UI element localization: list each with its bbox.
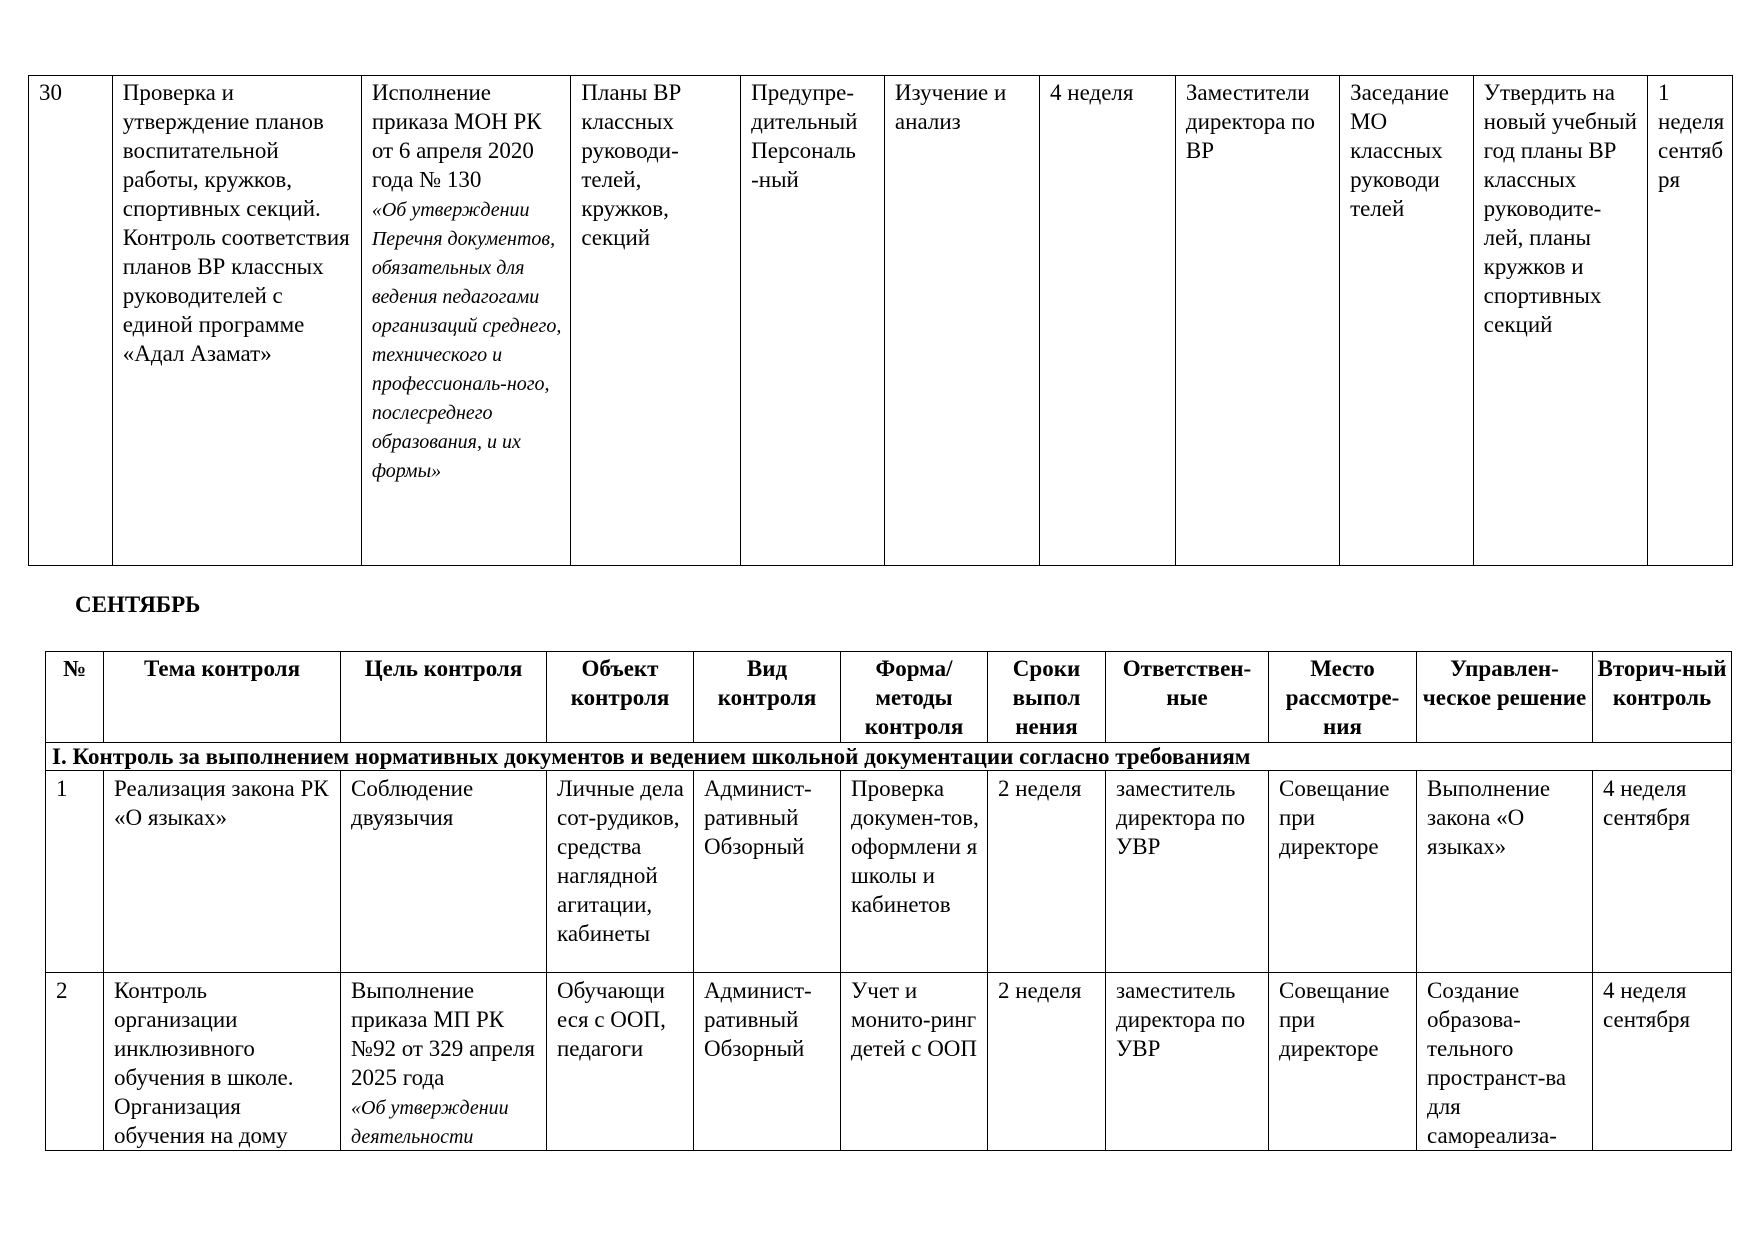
control-goal	[341, 973, 547, 1151]
header-number: №	[46, 652, 104, 743]
control-goal-text: Выполнение приказа МП РК №92 от 329 апреля 2025 года	[351, 978, 535, 1090]
control-decision: Утвердить на новый учебный год планы ВР классных руководите-лей, планы кружков и спортивных секций	[1473, 76, 1647, 566]
control-review-place: Совещание при директоре	[1269, 771, 1417, 973]
control-secondary: 4 неделя сентября	[1593, 973, 1732, 1151]
header-topic: Тема контроля	[104, 652, 341, 743]
control-review-place: Совещание при директоре	[1269, 973, 1417, 1151]
table-header-row	[46, 652, 1732, 743]
control-secondary: 1 неделя сентяб ря	[1648, 76, 1733, 566]
table-row	[29, 76, 1733, 566]
header-responsible: Ответствен-ные	[1106, 652, 1269, 743]
header-object: Объект контроля	[547, 652, 694, 743]
header-deadline: Сроки выпол нения	[988, 652, 1106, 743]
row-number: 2	[46, 973, 104, 1151]
control-goal-italic: «Об утверждении деятельности	[351, 1097, 509, 1148]
control-responsible: Заместители директора по ВР	[1175, 76, 1339, 566]
control-methods: Изучение и анализ	[884, 76, 1039, 566]
control-goal-italic: «Об утверждении Перечня документов, обязательных для ведения педагогами организаций среднего, технического и профессиональ-ного, послесреднего образования, и их формы»	[371, 199, 562, 482]
control-review-place: Заседание МО классных руководи телей	[1340, 76, 1474, 566]
control-topic: Контроль организации инклюзивного обучения в школе. Организация обучения на дому	[104, 973, 341, 1151]
control-responsible: заместитель директора по УВР	[1106, 973, 1269, 1151]
control-kind: Админист-ративный Обзорный	[694, 771, 841, 973]
control-kind: Предупре-дительный Персональ -ный	[741, 76, 885, 566]
control-goal: Соблюдение двуязычия	[341, 771, 547, 973]
control-goal-text: Исполнение приказа МОН РК от 6 апреля 2020 года № 130	[371, 80, 542, 192]
header-decision: Управлен-ческое решение	[1417, 652, 1593, 743]
header-methods: Форма/ методы контроля	[841, 652, 988, 743]
control-goal	[361, 76, 570, 566]
header-goal: Цель контроля	[341, 652, 547, 743]
control-decision: Создание образова-тельного пространст-ва для самореализа-	[1417, 973, 1593, 1151]
control-topic: Реализация закона РК «О языках»	[104, 771, 341, 973]
section-row	[46, 743, 1732, 771]
control-methods: Проверка докумен-тов, оформлени я школы и кабинетов	[841, 771, 988, 973]
header-review-place: Место рассмотре-ния	[1269, 652, 1417, 743]
control-topic: Проверка и утверждение планов воспитательной работы, кружков, спортивных секций. Контроль соответствия планов ВР классных руководителей с единой программе «Адал Азамат»	[112, 76, 361, 566]
control-methods: Учет и монито-ринг детей с ООП	[841, 973, 988, 1151]
control-kind: Админист-ративный Обзорный	[694, 973, 841, 1151]
control-plan-table-september	[45, 651, 1732, 1151]
control-decision: Выполнение закона «О языках»	[1417, 771, 1593, 973]
control-deadline: 2 неделя	[988, 771, 1106, 973]
control-plan-table-top	[28, 75, 1733, 566]
header-secondary: Вторич-ный контроль	[1593, 652, 1732, 743]
table-row	[46, 771, 1732, 973]
table-row	[46, 973, 1732, 1151]
section-title: I. Контроль за выполнением нормативных документов и ведением школьной документации согласно требованиям	[46, 743, 1732, 771]
control-object: Планы ВР классных руководи-телей, кружков, секций	[571, 76, 741, 566]
row-number: 1	[46, 771, 104, 973]
control-secondary: 4 неделя сентября	[1593, 771, 1732, 973]
control-deadline: 2 неделя	[988, 973, 1106, 1151]
control-deadline: 4 неделя	[1040, 76, 1176, 566]
control-object: Обучающи еся с ООП, педагоги	[547, 973, 694, 1151]
control-object: Личные дела сот-рудиков, средства наглядной агитации, кабинеты	[547, 771, 694, 973]
header-kind: Вид контроля	[694, 652, 841, 743]
control-responsible: заместитель директора по УВР	[1106, 771, 1269, 973]
section-heading-september: СЕНТЯБРЬ	[75, 592, 201, 617]
row-number: 30	[29, 76, 113, 566]
